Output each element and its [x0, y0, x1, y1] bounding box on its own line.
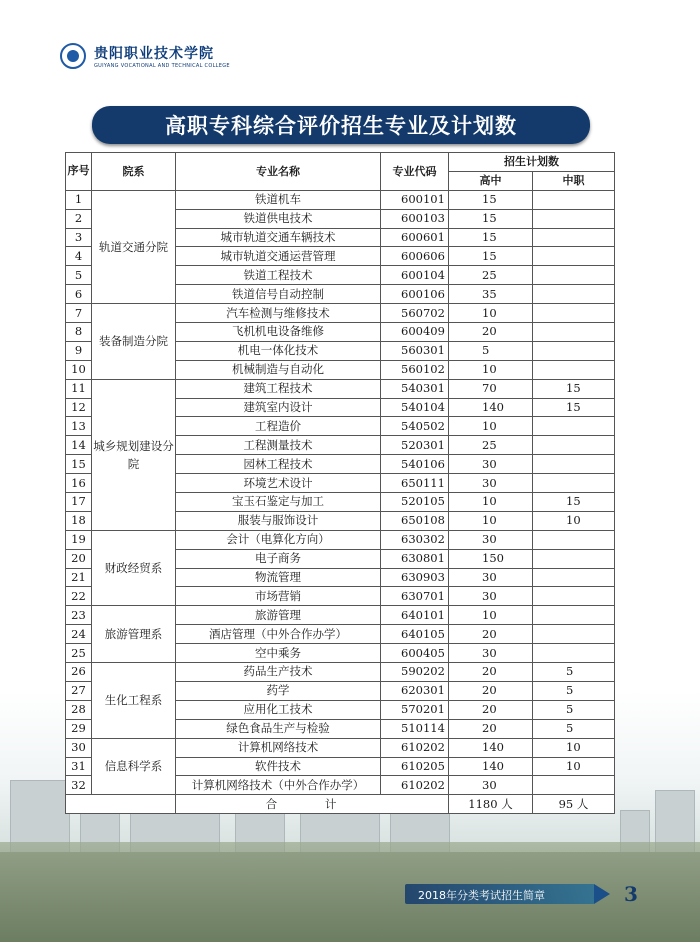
major-name: 园林工程技术	[176, 455, 381, 474]
page-number: 3	[624, 882, 638, 906]
plan-vocational	[533, 606, 615, 625]
row-number: 1	[66, 190, 92, 209]
footer-text: 2018年分类考试招生简章	[418, 889, 545, 902]
major-code: 630302	[381, 530, 449, 549]
total-highschool: 1180 人	[449, 795, 533, 814]
major-name: 应用化工技术	[176, 700, 381, 719]
major-code: 520105	[381, 493, 449, 512]
major-code: 630701	[381, 587, 449, 606]
row-number: 22	[66, 587, 92, 606]
major-name: 汽车检测与维修技术	[176, 304, 381, 323]
plan-highschool: 10	[449, 493, 533, 512]
major-name: 绿色食品生产与检验	[176, 719, 381, 738]
major-name: 药学	[176, 681, 381, 700]
major-code: 520301	[381, 436, 449, 455]
plan-highschool: 140	[449, 738, 533, 757]
row-number: 8	[66, 323, 92, 342]
row-number: 13	[66, 417, 92, 436]
major-name: 铁道机车	[176, 190, 381, 209]
enrollment-plan-table	[65, 152, 615, 814]
plan-highschool: 20	[449, 681, 533, 700]
major-name: 机电一体化技术	[176, 341, 381, 360]
plan-highschool: 5	[449, 341, 533, 360]
plan-vocational	[533, 341, 615, 360]
plan-vocational	[533, 266, 615, 285]
plan-vocational	[533, 436, 615, 455]
header-no: 序号	[66, 153, 92, 191]
dept-cell: 生化工程系	[92, 663, 176, 739]
major-code: 510114	[381, 719, 449, 738]
row-number: 11	[66, 379, 92, 398]
plan-highschool: 30	[449, 530, 533, 549]
major-name: 空中乘务	[176, 644, 381, 663]
plan-vocational: 10	[533, 757, 615, 776]
total-label: 合 计	[176, 795, 449, 814]
total-row	[66, 795, 615, 814]
plan-vocational: 10	[533, 738, 615, 757]
row-number: 3	[66, 228, 92, 247]
major-code: 560301	[381, 341, 449, 360]
major-code: 650111	[381, 474, 449, 493]
major-code: 590202	[381, 663, 449, 682]
plan-highschool: 30	[449, 587, 533, 606]
plan-vocational	[533, 549, 615, 568]
major-name: 计算机网络技术（中外合作办学）	[176, 776, 381, 795]
major-name: 铁道信号自动控制	[176, 285, 381, 304]
major-code: 600409	[381, 323, 449, 342]
row-number: 12	[66, 398, 92, 417]
school-name-en: GUIYANG VOCATIONAL AND TECHNICAL COLLEGE	[94, 63, 230, 69]
major-code: 610205	[381, 757, 449, 776]
major-name: 物流管理	[176, 568, 381, 587]
row-number: 19	[66, 530, 92, 549]
dept-cell: 旅游管理系	[92, 606, 176, 663]
plan-vocational: 5	[533, 663, 615, 682]
plan-highschool: 10	[449, 360, 533, 379]
plan-vocational	[533, 304, 615, 323]
plan-highschool: 10	[449, 511, 533, 530]
major-code: 600101	[381, 190, 449, 209]
row-number: 26	[66, 663, 92, 682]
plan-vocational	[533, 776, 615, 795]
page-title: 高职专科综合评价招生专业及计划数	[165, 113, 517, 138]
plan-vocational	[533, 530, 615, 549]
header-plan: 招生计划数	[449, 153, 615, 172]
major-name: 软件技术	[176, 757, 381, 776]
plan-vocational	[533, 209, 615, 228]
major-code: 640101	[381, 606, 449, 625]
page-title-banner	[92, 106, 590, 144]
major-code: 600606	[381, 247, 449, 266]
major-code: 630801	[381, 549, 449, 568]
major-code: 620301	[381, 681, 449, 700]
row-number: 23	[66, 606, 92, 625]
table-header-row	[66, 153, 615, 172]
table-row	[66, 190, 615, 209]
plan-vocational	[533, 323, 615, 342]
major-code: 600601	[381, 228, 449, 247]
major-name: 计算机网络技术	[176, 738, 381, 757]
major-name: 建筑工程技术	[176, 379, 381, 398]
school-logo-icon	[60, 43, 86, 69]
row-number: 14	[66, 436, 92, 455]
major-code: 540301	[381, 379, 449, 398]
plan-vocational	[533, 247, 615, 266]
major-name: 旅游管理	[176, 606, 381, 625]
plan-highschool: 30	[449, 568, 533, 587]
major-name: 工程造价	[176, 417, 381, 436]
plan-vocational	[533, 417, 615, 436]
major-code: 640105	[381, 625, 449, 644]
major-code: 540502	[381, 417, 449, 436]
plan-vocational: 5	[533, 681, 615, 700]
table-row	[66, 379, 615, 398]
plan-highschool: 150	[449, 549, 533, 568]
major-name: 工程测量技术	[176, 436, 381, 455]
plan-vocational	[533, 455, 615, 474]
major-name: 机械制造与自动化	[176, 360, 381, 379]
row-number: 6	[66, 285, 92, 304]
plan-highschool: 140	[449, 757, 533, 776]
major-name: 酒店管理（中外合作办学）	[176, 625, 381, 644]
dept-cell: 城乡规划建设分院	[92, 379, 176, 530]
plan-highschool: 70	[449, 379, 533, 398]
row-number: 30	[66, 738, 92, 757]
plan-highschool: 20	[449, 700, 533, 719]
plan-highschool: 10	[449, 606, 533, 625]
plan-highschool: 10	[449, 417, 533, 436]
major-code: 650108	[381, 511, 449, 530]
plan-vocational	[533, 228, 615, 247]
row-number: 29	[66, 719, 92, 738]
plan-vocational	[533, 625, 615, 644]
plan-vocational	[533, 587, 615, 606]
table-row	[66, 530, 615, 549]
row-number: 32	[66, 776, 92, 795]
plan-highschool: 140	[449, 398, 533, 417]
major-name: 铁道供电技术	[176, 209, 381, 228]
row-number: 24	[66, 625, 92, 644]
row-number: 5	[66, 266, 92, 285]
row-number: 25	[66, 644, 92, 663]
major-name: 城市轨道交通运营管理	[176, 247, 381, 266]
major-code: 630903	[381, 568, 449, 587]
header-hs: 高中	[449, 171, 533, 190]
row-number: 27	[66, 681, 92, 700]
major-name: 宝玉石鉴定与加工	[176, 493, 381, 512]
table-row	[66, 606, 615, 625]
header-dept: 院系	[92, 153, 176, 191]
plan-highschool: 15	[449, 209, 533, 228]
plan-highschool: 35	[449, 285, 533, 304]
row-number: 18	[66, 511, 92, 530]
major-name: 会计（电算化方向）	[176, 530, 381, 549]
row-number: 2	[66, 209, 92, 228]
row-number: 7	[66, 304, 92, 323]
row-number: 31	[66, 757, 92, 776]
major-code: 600104	[381, 266, 449, 285]
plan-vocational: 15	[533, 398, 615, 417]
header-major: 专业名称	[176, 153, 381, 191]
plan-highschool: 30	[449, 474, 533, 493]
plan-vocational: 15	[533, 379, 615, 398]
plan-vocational	[533, 644, 615, 663]
row-number: 28	[66, 700, 92, 719]
major-code: 570201	[381, 700, 449, 719]
plan-highschool: 15	[449, 247, 533, 266]
table-row	[66, 304, 615, 323]
major-code: 600106	[381, 285, 449, 304]
plan-vocational	[533, 190, 615, 209]
major-code: 600405	[381, 644, 449, 663]
row-number: 15	[66, 455, 92, 474]
major-name: 药品生产技术	[176, 663, 381, 682]
major-code: 600103	[381, 209, 449, 228]
plan-highschool: 25	[449, 436, 533, 455]
major-name: 市场营销	[176, 587, 381, 606]
row-number: 9	[66, 341, 92, 360]
header-vs: 中职	[533, 171, 615, 190]
row-number: 10	[66, 360, 92, 379]
table-row	[66, 663, 615, 682]
plan-highschool: 20	[449, 663, 533, 682]
plan-highschool: 30	[449, 776, 533, 795]
major-name: 环境艺术设计	[176, 474, 381, 493]
table-row	[66, 738, 615, 757]
school-name: 贵阳职业技术学院	[94, 46, 214, 62]
plan-highschool: 30	[449, 644, 533, 663]
major-code: 610202	[381, 738, 449, 757]
plan-highschool: 25	[449, 266, 533, 285]
major-name: 电子商务	[176, 549, 381, 568]
major-name: 服装与服饰设计	[176, 511, 381, 530]
total-vocational: 95 人	[533, 795, 615, 814]
major-code: 540104	[381, 398, 449, 417]
plan-vocational: 5	[533, 700, 615, 719]
major-name: 建筑室内设计	[176, 398, 381, 417]
school-header	[60, 42, 230, 70]
plan-highschool: 20	[449, 323, 533, 342]
plan-vocational: 15	[533, 493, 615, 512]
dept-cell: 轨道交通分院	[92, 190, 176, 303]
plan-highschool: 30	[449, 455, 533, 474]
major-code: 540106	[381, 455, 449, 474]
plan-vocational	[533, 360, 615, 379]
plan-highschool: 10	[449, 304, 533, 323]
footer-arrow-icon	[594, 884, 610, 904]
header-code: 专业代码	[381, 153, 449, 191]
row-number: 17	[66, 493, 92, 512]
dept-cell: 装备制造分院	[92, 304, 176, 380]
major-name: 城市轨道交通车辆技术	[176, 228, 381, 247]
row-number: 4	[66, 247, 92, 266]
plan-highschool: 20	[449, 719, 533, 738]
plan-highschool: 15	[449, 228, 533, 247]
plan-vocational	[533, 285, 615, 304]
major-code: 560702	[381, 304, 449, 323]
major-name: 飞机机电设备维修	[176, 323, 381, 342]
plan-vocational: 10	[533, 511, 615, 530]
dept-cell: 信息科学系	[92, 738, 176, 795]
plan-vocational	[533, 474, 615, 493]
row-number: 16	[66, 474, 92, 493]
row-number: 20	[66, 549, 92, 568]
plan-highschool: 20	[449, 625, 533, 644]
plan-vocational: 5	[533, 719, 615, 738]
major-code: 560102	[381, 360, 449, 379]
major-code: 610202	[381, 776, 449, 795]
plan-vocational	[533, 568, 615, 587]
major-name: 铁道工程技术	[176, 266, 381, 285]
plan-highschool: 15	[449, 190, 533, 209]
total-blank	[66, 795, 176, 814]
dept-cell: 财政经贸系	[92, 530, 176, 606]
row-number: 21	[66, 568, 92, 587]
